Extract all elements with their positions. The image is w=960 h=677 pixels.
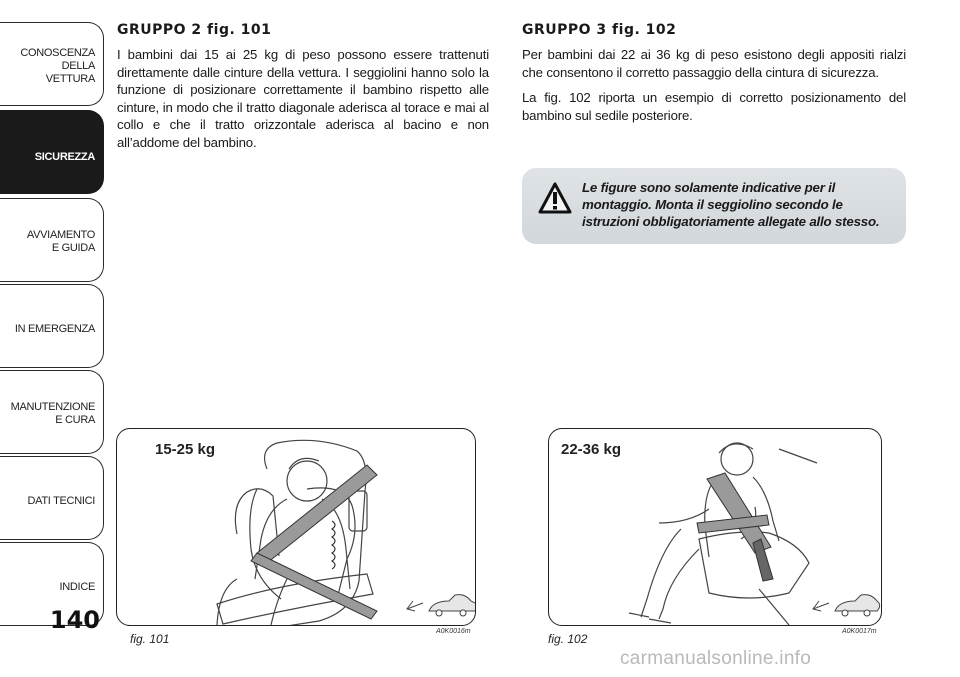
- figure-code: A0K0016m: [436, 628, 471, 635]
- figure-weight-label: 15-25 kg: [155, 441, 216, 458]
- tab-label: IN EMERGENZA: [14, 323, 95, 335]
- section-heading-gruppo-3: GRUPPO 3 fig. 102: [522, 22, 677, 38]
- warning-text: Le figure sono solamente indicative per il montaggio. Monta il seggiolino secondo le istruzioni obbligatoriamente allegate allo stesso.: [582, 180, 880, 229]
- figure-caption: fig. 102: [548, 632, 588, 646]
- tab-in-emergenza[interactable]: [0, 284, 104, 368]
- watermark-text: carmanualsonline.info: [620, 648, 812, 669]
- tab-conoscenza-della-vettura[interactable]: [0, 22, 104, 106]
- figure-code: A0K0017m: [842, 628, 877, 635]
- tab-label: CONOSCENZA DELLA VETTURA: [20, 47, 95, 85]
- tab-label: AVVIAMENTO E GUIDA: [26, 229, 95, 254]
- figure-101: [116, 428, 476, 626]
- body-paragraph: La fig. 102 riporta un esempio di corretto posizionamento del bambino sul sedile posteriore.: [522, 90, 906, 123]
- booster-seat-illustration: [549, 429, 881, 625]
- tab-label: DATI TECNICI: [27, 495, 95, 507]
- tab-manutenzione-e-cura[interactable]: [0, 370, 104, 454]
- body-paragraph: Per bambini dai 22 ai 36 kg di peso esistono degli appositi rialzi che consentono il corretto passaggio della cintura di sicurezza.: [522, 47, 906, 80]
- figure-weight-label: 22-36 kg: [561, 441, 622, 458]
- right-column: [522, 22, 906, 132]
- tab-avviamento-e-guida[interactable]: [0, 198, 104, 282]
- tab-dati-tecnici[interactable]: [0, 456, 104, 540]
- tab-label: MANUTENZIONE E CURA: [10, 401, 95, 426]
- tab-label: INDICE: [59, 581, 95, 593]
- figure-caption: fig. 101: [130, 632, 170, 646]
- tab-sicurezza[interactable]: [0, 110, 104, 194]
- warning-box: [522, 168, 906, 244]
- figure-102: [548, 428, 882, 626]
- child-seat-illustration: [117, 429, 475, 625]
- tab-label: SICUREZZA: [34, 151, 95, 163]
- warning-triangle-icon: [538, 182, 572, 214]
- section-heading-gruppo-2: GRUPPO 2 fig. 101: [117, 22, 272, 38]
- page-number: 140: [49, 606, 100, 634]
- body-paragraph: I bambini dai 15 ai 25 kg di peso possono essere trattenuti direttamente dalle cinture della vettura. I seggiolini hanno solo la funzione di posizionare correttamente il bambino rispetto alle cinture, in modo che il tratto diagonale aderisca al torace e mai al collo e che il tratto orizzontale aderisca al bacino e non all’addome del bambino.: [117, 47, 489, 150]
- left-column: [117, 22, 489, 159]
